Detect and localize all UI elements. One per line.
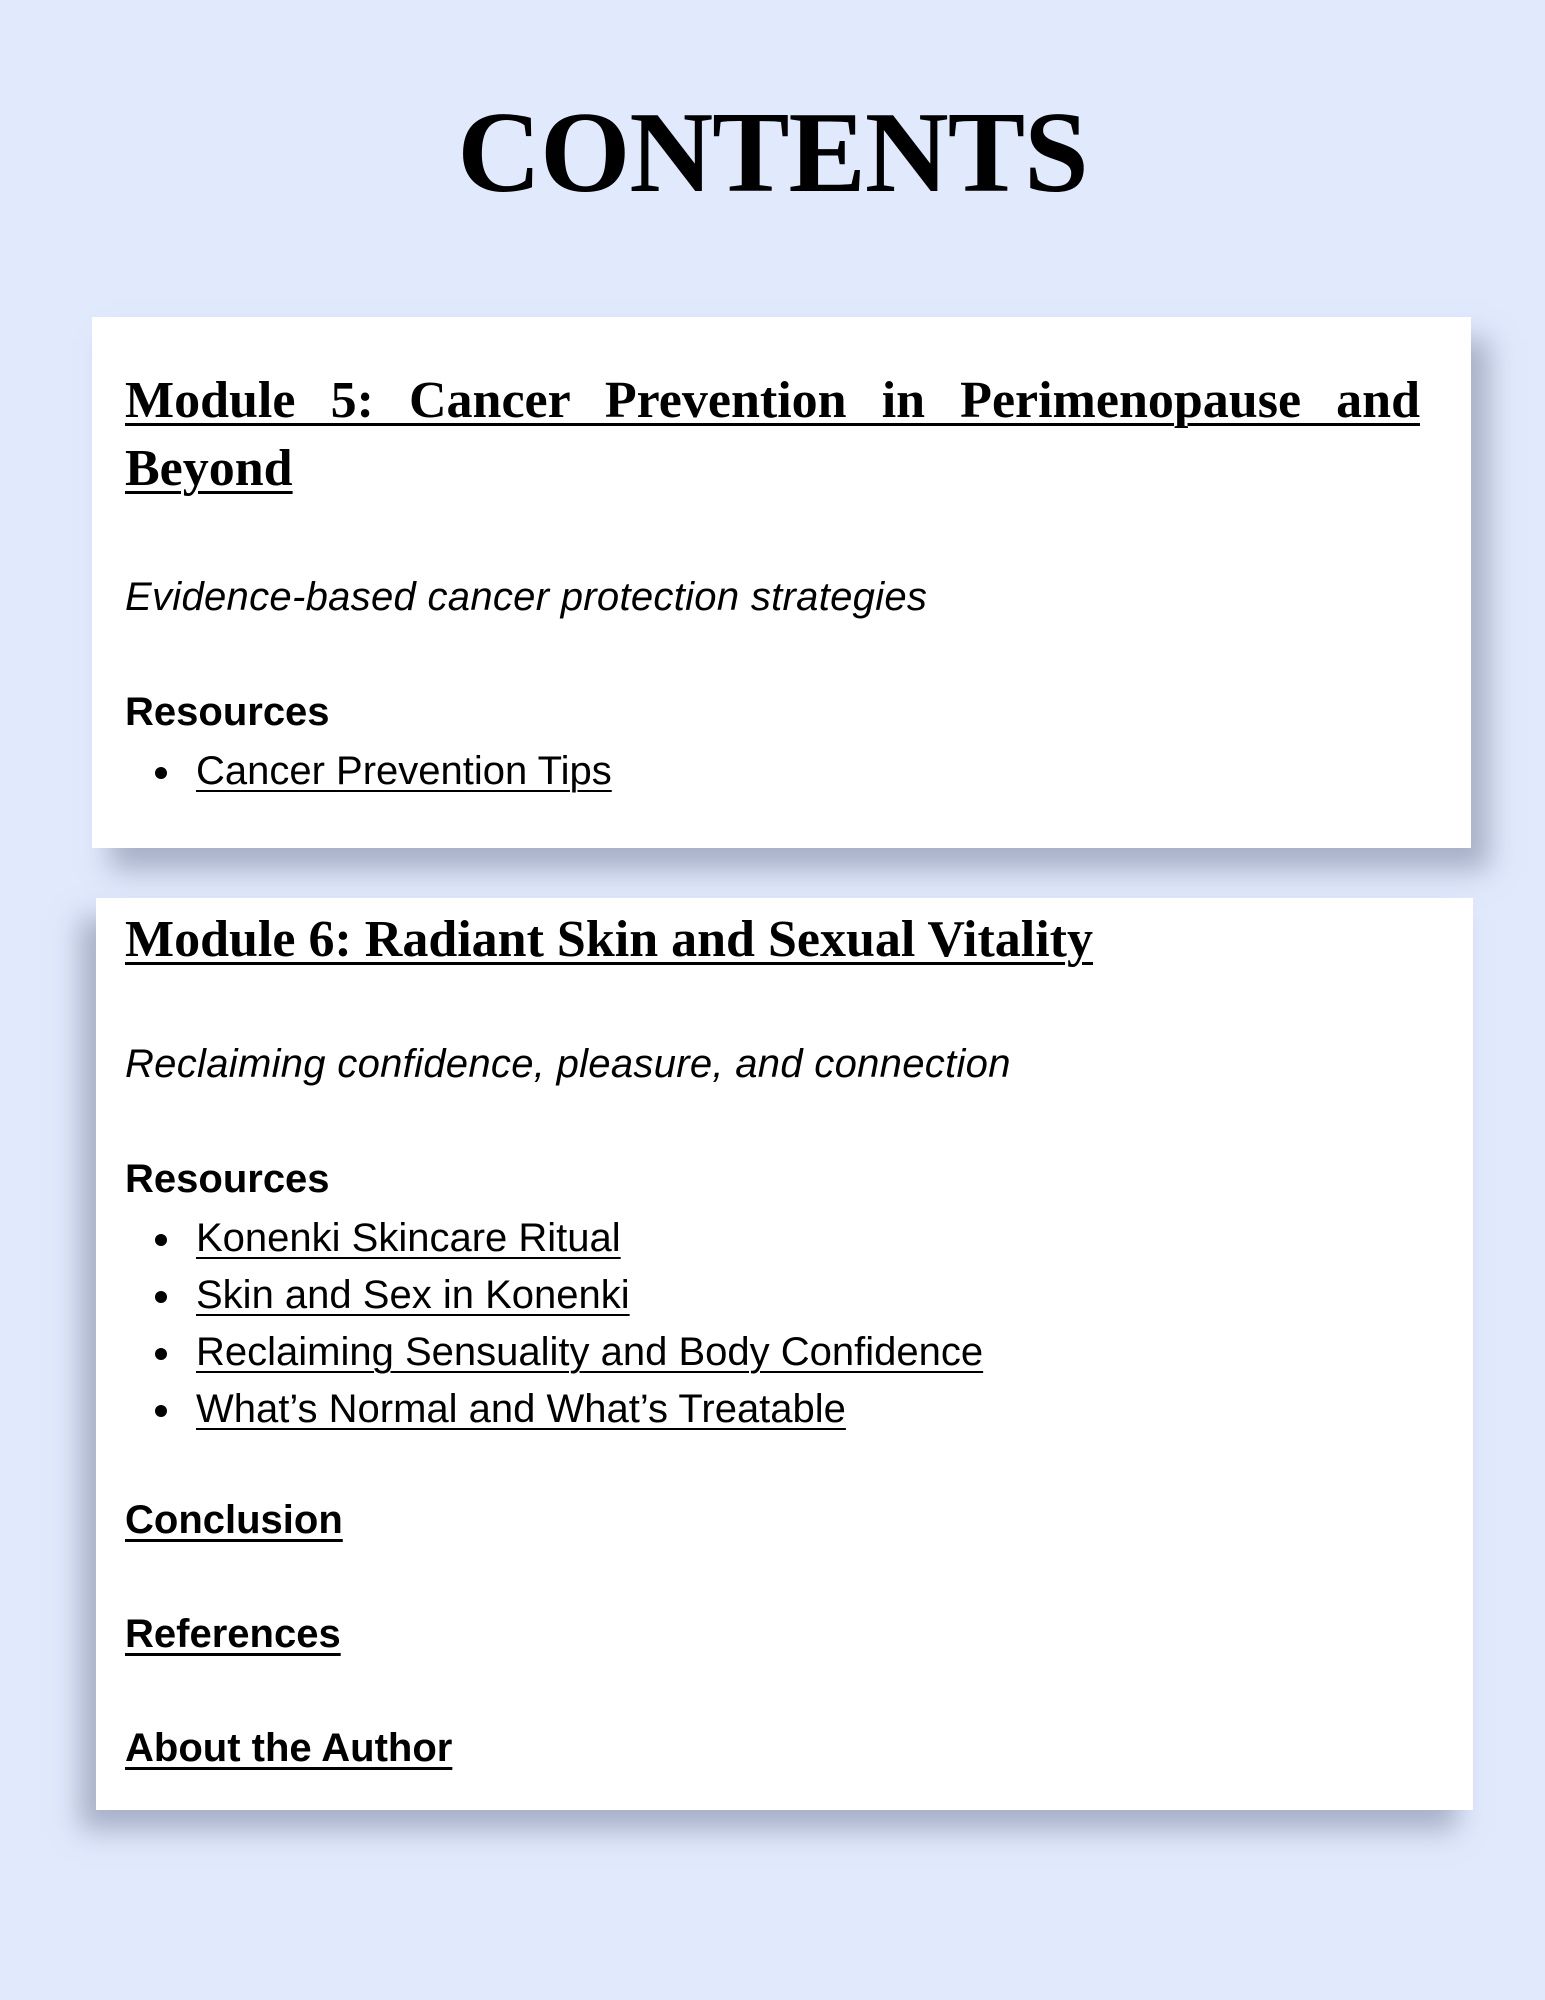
list-item — [125, 1267, 983, 1324]
module-6-card — [96, 898, 1473, 1810]
resource-link-cancer-prevention-tips[interactable]: Cancer Prevention Tips — [196, 749, 612, 793]
resource-link-skin-and-sex[interactable]: Skin and Sex in Konenki — [196, 1273, 630, 1317]
list-item — [125, 1381, 983, 1438]
bullet-icon — [155, 1348, 167, 1360]
about-the-author-link[interactable]: About the Author — [125, 1726, 453, 1770]
module-6-subtitle: Reclaiming confidence, pleasure, and connection — [125, 1042, 1011, 1086]
resource-link-normal-and-treatable[interactable]: What’s Normal and What’s Treatable — [196, 1387, 846, 1431]
resource-link-skincare-ritual[interactable]: Konenki Skincare Ritual — [196, 1216, 621, 1260]
module-6-resources-heading: Resources — [125, 1157, 330, 1201]
conclusion-link[interactable]: Conclusion — [125, 1498, 343, 1542]
references-link[interactable]: References — [125, 1612, 341, 1656]
module-6-title-link[interactable]: Module 6: Radiant Skin and Sexual Vitality — [125, 911, 1093, 968]
module-5-title-link[interactable]: Module 5: Cancer Prevention in Perimenopause and Beyond — [125, 372, 1420, 497]
bullet-icon — [155, 1405, 167, 1417]
module-6-resource-list — [125, 1210, 983, 1438]
bullet-icon — [155, 1291, 167, 1303]
resource-link-reclaiming-sensuality[interactable]: Reclaiming Sensuality and Body Confidence — [196, 1330, 984, 1374]
module-5-card — [92, 317, 1471, 848]
module-5-subtitle: Evidence-based cancer protection strategies — [125, 575, 928, 619]
list-item — [125, 1324, 983, 1381]
page-title: CONTENTS — [457, 89, 1088, 217]
list-item — [125, 743, 612, 800]
module-5-resource-list — [125, 743, 612, 800]
bullet-icon — [155, 767, 167, 779]
bullet-icon — [155, 1234, 167, 1246]
list-item — [125, 1210, 983, 1267]
module-5-resources-heading: Resources — [125, 690, 330, 734]
